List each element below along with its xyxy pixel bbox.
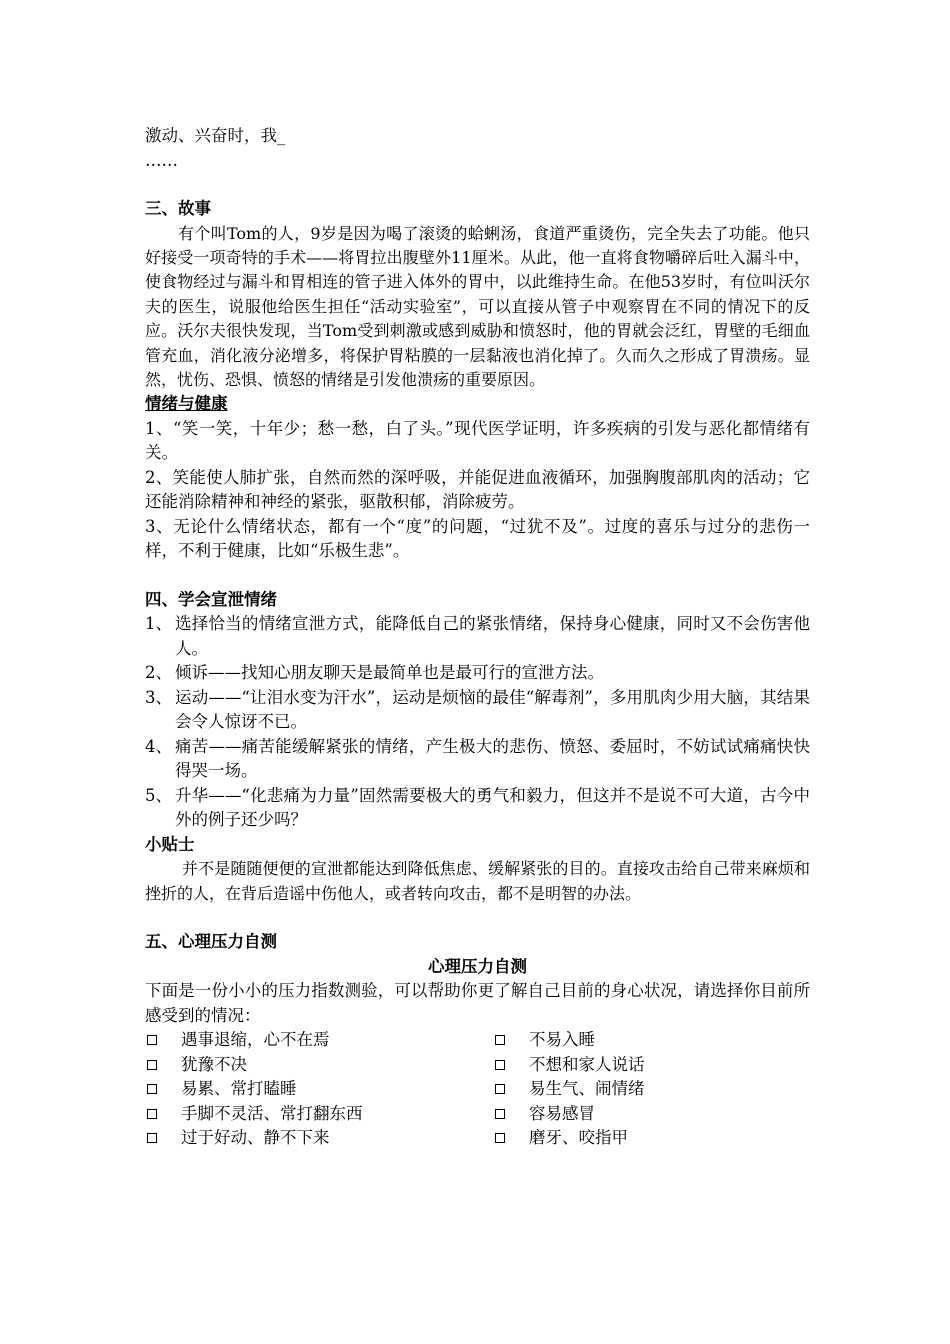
emotion-health-item: 1、“笑一笑，十年少；愁一愁，白了头。”现代医学证明，许多疾病的引发与恶化都情绪有关。 xyxy=(145,418,810,463)
checkbox-icon[interactable] xyxy=(495,1060,505,1070)
list-item-number: 5、 xyxy=(145,785,172,805)
list-item-number: 1、 xyxy=(145,614,172,634)
stress-checklist xyxy=(145,1028,810,1151)
story-paragraph xyxy=(145,222,810,393)
list-item xyxy=(145,661,810,686)
checkbox-icon[interactable] xyxy=(147,1035,157,1045)
list-item-text: 选择恰当的情绪宣泄方式，能降低自己的紧张情绪，保持身心健康，同时又不会伤害他人。 xyxy=(175,614,810,658)
list-item-number: 4、 xyxy=(145,736,172,756)
checkbox-icon[interactable] xyxy=(147,1084,157,1094)
list-item-text: 运动——“让泪水变为汗水”，运动是烦恼的最佳“解毒剂”，多用肌肉少用大脑，其结果会令人惊讶不已。 xyxy=(175,687,810,732)
list-item xyxy=(145,686,810,735)
checklist-item-label: 磨牙、咬指甲 xyxy=(529,1128,628,1148)
list-item-text: 升华——“化悲痛为力量”固然需要极大的勇气和毅力，但这并不是说不可大道，古今中外的例子还少吗？ xyxy=(175,785,810,830)
tips-heading: 小贴士 xyxy=(145,834,195,854)
checklist-item-label: 过于好动、静不下来 xyxy=(181,1128,330,1148)
checklist-item[interactable] xyxy=(145,1053,493,1078)
list-item xyxy=(145,735,810,784)
checklist-item-label: 遇事退缩，心不在焉 xyxy=(181,1030,330,1050)
checkbox-icon[interactable] xyxy=(147,1060,157,1070)
checkbox-icon[interactable] xyxy=(495,1035,505,1045)
checklist-item-label: 易生气、闹情绪 xyxy=(529,1079,645,1099)
checklist-item-label: 犹豫不决 xyxy=(181,1054,247,1074)
checklist-item-label: 不想和家人说话 xyxy=(529,1054,645,1074)
test-title: 心理压力自测 xyxy=(428,956,527,976)
checklist-item[interactable] xyxy=(145,1077,493,1102)
list-item-number: 3、 xyxy=(145,687,172,707)
checklist-item[interactable] xyxy=(493,1053,810,1078)
intro-line: 激动、兴奋时，我_ xyxy=(145,126,286,145)
section4-heading: 四、学会宣泄情绪 xyxy=(145,589,277,609)
tips-paragraph xyxy=(145,857,810,906)
list-item-number: 2、 xyxy=(145,663,172,683)
checkbox-icon[interactable] xyxy=(147,1109,157,1119)
section3-heading: 三、故事 xyxy=(145,199,211,218)
spacer xyxy=(145,564,810,588)
checkbox-icon[interactable] xyxy=(495,1084,505,1094)
emotion-health-heading: 情绪与健康 xyxy=(145,394,228,414)
checklist-item[interactable] xyxy=(493,1102,810,1127)
spacer xyxy=(145,906,810,930)
checklist-item[interactable] xyxy=(145,1102,493,1127)
list-item xyxy=(145,784,810,833)
checklist-item-label: 容易感冒 xyxy=(529,1103,595,1123)
test-intro: 下面是一份小小的压力指数测验，可以帮助你更了解自己目前的身心状况，请选择你目前所感受到的情况： xyxy=(145,981,810,1025)
checklist-item[interactable] xyxy=(145,1126,493,1151)
checkbox-icon[interactable] xyxy=(495,1133,505,1143)
checkbox-icon[interactable] xyxy=(495,1109,505,1119)
checklist-item-label: 不易入睡 xyxy=(529,1030,595,1050)
checkbox-icon[interactable] xyxy=(147,1133,157,1143)
section5-heading: 五、心理压力自测 xyxy=(145,932,277,952)
emotion-health-item: 2、笑能使人肺扩张，自然而然的深呼吸，并能促进血液循环，加强胸腹部肌肉的活动；它还能消除精神和神经的紧张，驱散积郁，消除疲劳。 xyxy=(145,467,810,512)
story-text: 有个叫Tom的人，9岁是因为喝了滚烫的蛤蜊汤，食道严重烫伤，完全失去了功能。他只好接受一项奇特的手术——将胃拉出腹壁外11厘米。从此，他一直将食物嚼碎后吐入漏斗中，使食物经过与漏斗和胃相连的管子进入体外的胃中，以此维持生命。在他53岁时，有位叫沃尔夫的医生，说服他给医生担任“活动实验室”，可以直接从管子中观察胃在不同的情况下的反应。沃尔夫很快发现，当Tom受到刺激或感到威胁和愤怒时，他的胃就会泛红，胃壁的毛细血管充血，消化液分泌增多，将保护胃粘膜的一层黏液也消化掉了。久而久之形成了胃溃疡。显然，忧伤、恐惧、愤怒的情绪是引发他溃疡的重要原因。 xyxy=(145,223,810,389)
checklist-item[interactable] xyxy=(493,1077,810,1102)
tips-text: 并不是随随便便的宣泄都能达到降低焦虑、缓解紧张的目的。直接攻击给自己带来麻烦和挫折的人，在背后造谣中伤他人，或者转向攻击，都不是明智的办法。 xyxy=(145,859,810,903)
document-page xyxy=(145,124,810,1151)
checklist-item[interactable] xyxy=(493,1028,810,1053)
list-item xyxy=(145,612,810,661)
checklist-item-label: 手脚不灵活、常打翻东西 xyxy=(181,1103,363,1123)
list-item-text: 倾诉——找知心朋友聊天是最简单也是最可行的宣泄方法。 xyxy=(175,663,604,683)
spacer xyxy=(145,173,810,197)
emotion-health-item: 3、无论什么情绪状态，都有一个“度”的问题，“过犹不及”。过度的喜乐与过分的悲伤一样，不利于健康，比如“乐极生悲”。 xyxy=(145,516,810,561)
checklist-item[interactable] xyxy=(145,1028,493,1053)
intro-ellipsis: …… xyxy=(145,150,178,170)
checklist-item-label: 易累、常打瞌睡 xyxy=(181,1079,297,1099)
list-item-text: 痛苦——痛苦能缓解紧张的情绪，产生极大的悲伤、愤怒、委屈时，不妨试试痛痛快快得哭一场。 xyxy=(175,736,810,781)
checklist-item[interactable] xyxy=(493,1126,810,1151)
